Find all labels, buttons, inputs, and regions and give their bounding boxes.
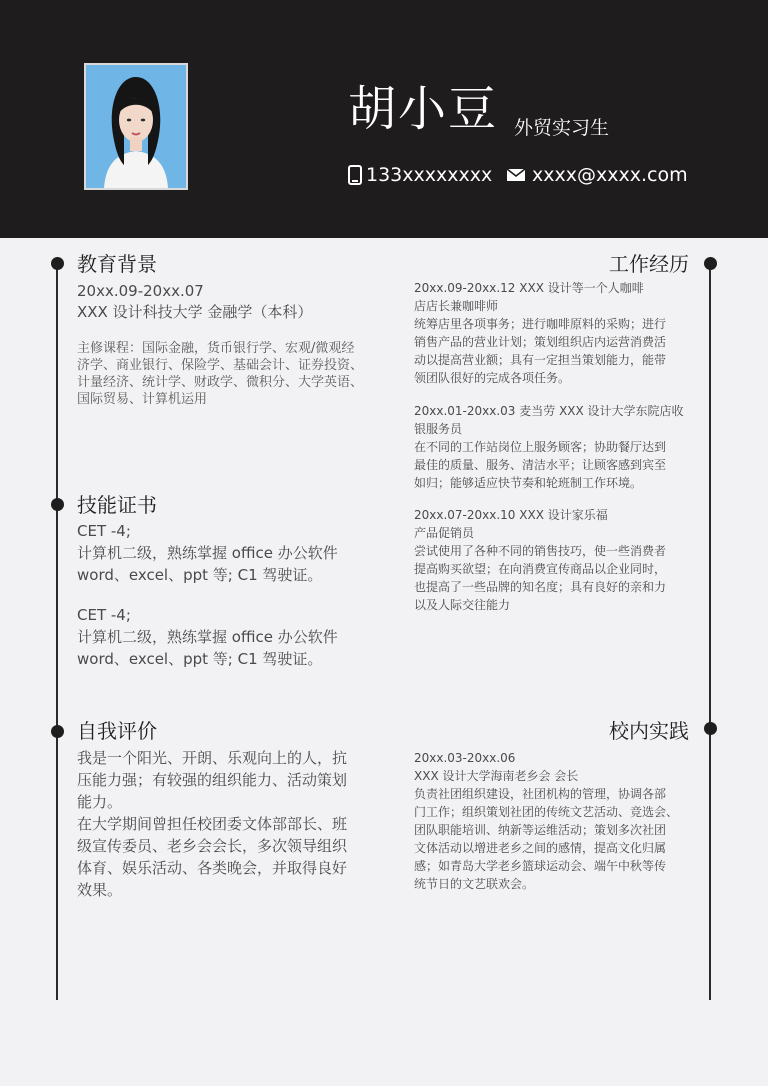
work-line: 产品促销员 [414,526,475,540]
courses-line: 计量经济、统计学、财政学、微积分、大学英语、 [77,375,364,390]
work-item [414,506,666,614]
email-address: xxxx@xxxx.com [532,164,688,186]
profile-photo [84,63,188,190]
education-date: 20xx.09-20xx.07 [77,282,204,300]
self-eval-line: 效果。 [77,881,123,899]
skill-line: word、excel、ppt 等; C1 驾驶证。 [77,650,323,668]
skills-title: 技能证书 [77,493,157,517]
work-title: 工作经历 [609,252,689,276]
skill-line: word、excel、ppt 等; C1 驾驶证。 [77,566,323,584]
work-line: 20xx.09-20xx.12 XXX 设计等一个人咖啡 [414,281,644,295]
work-line: 销售产品的营业计划；策划组织店内运营消费活 [414,335,667,349]
self-eval-line: 我是一个阳光、开朗、乐观向上的人，抗 [77,749,348,767]
skill-line: 计算机二级，熟练掌握 office 办公软件 [77,628,338,646]
candidate-name: 胡小豆 [348,81,499,137]
campus-item [414,749,678,893]
section-marker [704,722,717,735]
work-line: 如归；能够适应快节奏和轮班制工作环境。 [414,476,643,490]
campus-line: 文体活动以增进老乡之间的感情，提高文化归属 [414,841,667,855]
work-item [414,402,684,492]
skills-group [77,520,338,586]
work-line: 最佳的质量、服务、清洁水平；让顾客感到宾至 [414,458,667,472]
self-eval-text [77,747,347,901]
envelope-icon [507,168,525,182]
section-marker [704,257,717,270]
section-marker [51,498,64,511]
work-line: 店店长兼咖啡师 [414,299,499,313]
work-line: 在不同的工作站岗位上服务顾客；协助餐厅达到 [414,440,667,454]
courses-line: 国际贸易、计算机运用 [77,392,208,407]
campus-line: 门工作；组织策划社团的传统文艺活动、竞选会、 [414,805,679,819]
work-line: 20xx.01-20xx.03 麦当劳 XXX 设计大学东院店收 [414,404,684,418]
campus-line: 统节日的文艺联欢会。 [414,877,535,891]
skill-line: 计算机二级，熟练掌握 office 办公软件 [77,544,338,562]
phone-number: 133xxxxxxxx [366,164,493,186]
education-title: 教育背景 [77,252,157,276]
campus-line: 20xx.03-20xx.06 [414,751,516,765]
campus-title: 校内实践 [609,719,689,743]
skill-line: CET -4; [77,606,131,624]
email-contact [507,164,688,186]
self-eval-title: 自我评价 [77,719,157,743]
campus-line: 感；如青岛大学老乡篮球运动会、端午中秋等传 [414,859,667,873]
courses-line: 济学、商业银行、保险学、基础会计、证券投资、 [77,358,364,373]
right-timeline [709,262,711,1000]
self-eval-line: 能力。 [77,793,123,811]
phone-icon [348,165,362,185]
campus-line: 负责社团组织建设，社团机构的管理，协调各部 [414,787,667,801]
self-eval-line: 级宣传委员、老乡会会长，多次领导组织 [77,837,348,855]
job-title: 外贸实习生 [514,117,610,139]
section-marker [51,257,64,270]
phone-contact [348,164,492,186]
work-line: 统筹店里各项事务；进行咖啡原料的采购；进行 [414,317,667,331]
work-line: 领团队很好的完成各项任务。 [414,371,571,385]
work-line: 也提高了一些品牌的知名度；具有良好的亲和力 [414,580,667,594]
self-eval-line: 体育、娱乐活动、各类晚会，并取得良好 [77,859,348,877]
work-line: 20xx.07-20xx.10 XXX 设计家乐福 [414,508,608,522]
self-eval-line: 在大学期间曾担任校团委文体部部长、班 [77,815,348,833]
campus-line: XXX 设计大学海南老乡会 会长 [414,769,579,783]
left-timeline [56,262,58,1000]
work-line: 以及人际交往能力 [414,598,511,612]
work-line: 提高购买欲望；在向消费宣传商品以企业同时， [414,562,667,576]
education-courses [77,340,363,408]
skill-line: CET -4; [77,522,131,540]
skills-group [77,604,338,670]
education-school: XXX 设计科技大学 金融学（本科） [77,303,313,321]
self-eval-line: 压能力强；有较强的组织能力、活动策划 [77,771,348,789]
work-line: 动以提高营业额；具有一定担当策划能力，能带 [414,353,667,367]
work-line: 尝试使用了各种不同的销售技巧，使一些消费者 [414,544,667,558]
header-banner [0,0,768,238]
section-marker [51,725,64,738]
work-line: 银服务员 [414,422,463,436]
work-item [414,279,666,387]
courses-line: 主修课程：国际金融，货币银行学、宏观/微观经 [77,341,355,356]
campus-line: 团队职能培训、纳新等运维活动；策划多次社团 [414,823,667,837]
